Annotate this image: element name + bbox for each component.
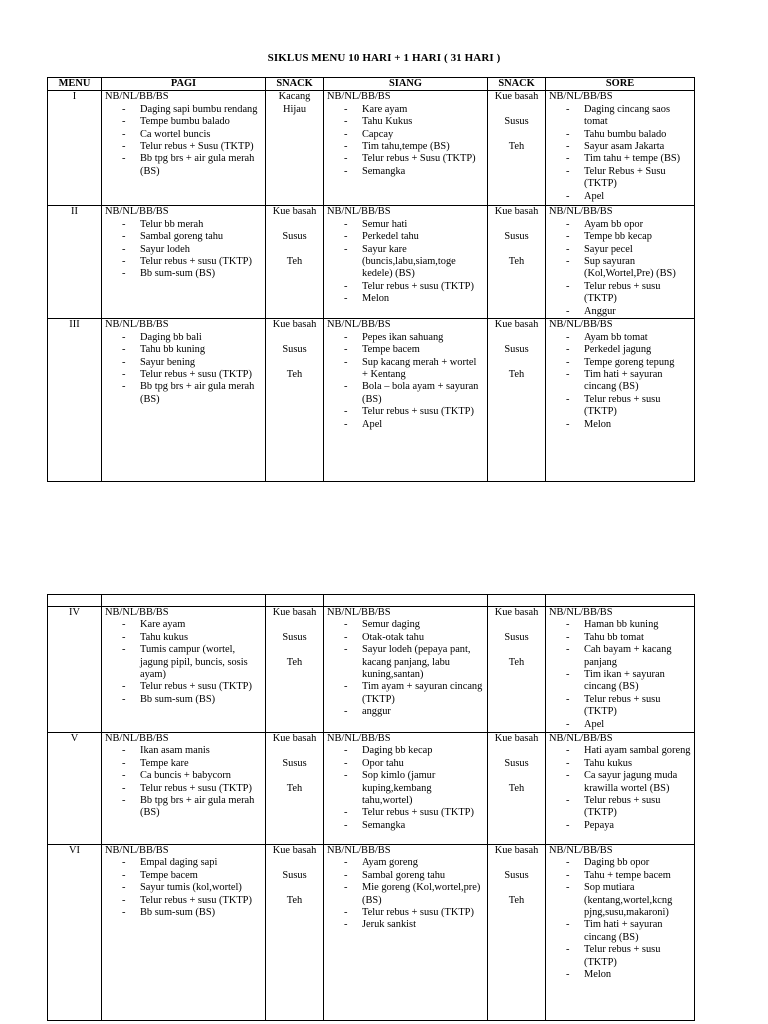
menu-table-2 [47, 594, 695, 1021]
snack-item: Kue basah [272, 319, 317, 331]
list-item: - Pepes ikan sahuang [327, 332, 484, 344]
diet-code: NB/NL/BB/BS [549, 607, 613, 618]
snack-item: Teh [508, 256, 525, 267]
snack-item: Teh [508, 369, 525, 380]
list-item: - Capcay [327, 129, 484, 141]
list-item: - Semur daging [327, 619, 484, 631]
list-item: - Bb tpg brs + air gula merah (BS) [105, 795, 262, 820]
list-item: - Mie goreng (Kol,wortel,pre) (BS) [327, 882, 484, 907]
pagi-list [105, 332, 262, 406]
snack-item: Kue basah [272, 607, 317, 618]
list-item: - Daging cincang saos tomat [549, 104, 691, 129]
list-item: - Tim tahu,tempe (BS) [327, 141, 484, 153]
list-item: - Telur rebus + susu (TKTP) [327, 907, 484, 919]
snack-afternoon-cell [488, 319, 546, 482]
list-item: - Tim tahu + tempe (BS) [549, 153, 691, 165]
snack-afternoon-cell [488, 607, 546, 733]
pagi-cell [102, 206, 266, 319]
table-row [48, 91, 695, 206]
sore-list [549, 619, 691, 731]
list-item: - Sop mutiara (kentang,wortel,kcng pjng,susu,makaroni) [549, 882, 691, 919]
siang-cell [324, 319, 488, 482]
list-item: - Sayur lodeh [105, 244, 262, 256]
list-item: - Telur rebus + Susu (TKTP) [105, 141, 262, 153]
list-item: - Tempe bacem [327, 344, 484, 356]
list-item: - Telur rebus + susu (TKTP) [105, 783, 262, 795]
list-item: - Kare ayam [105, 619, 262, 631]
list-item: - Jeruk sankist [327, 919, 484, 931]
header-row [48, 78, 695, 91]
diet-code: NB/NL/BB/BS [327, 206, 391, 218]
list-item: - Tahu bumbu balado [549, 129, 691, 141]
day-number: IV [48, 607, 102, 733]
siang-list [327, 332, 484, 431]
diet-code: NB/NL/BB/BS [327, 319, 391, 331]
list-item: - Opor tahu [327, 758, 484, 770]
list-item: - Sup sayuran (Kol,Wortel,Pre) (BS) [549, 256, 691, 281]
table-row [48, 206, 695, 319]
sore-cell [546, 607, 695, 733]
snack-item: Kue basah [494, 845, 539, 856]
list-item: - Perkedel tahu [327, 231, 484, 243]
list-item: - Telur rebus + susu (TKTP) [105, 256, 262, 268]
pagi-cell [102, 845, 266, 1021]
list-item: - Telur rebus + susu (TKTP) [105, 369, 262, 381]
sore-list [549, 745, 691, 832]
snack-afternoon-cell [488, 845, 546, 1021]
list-item: - Ikan asam manis [105, 745, 262, 757]
snack-item: Teh [508, 141, 525, 152]
snack-item: Kue basah [272, 206, 317, 218]
header-snack-afternoon: SNACK [488, 78, 546, 91]
diet-code: NB/NL/BB/BS [105, 319, 169, 331]
table-row [48, 607, 695, 733]
day-number: II [48, 206, 102, 319]
list-item: - Daging bb opor [549, 857, 691, 869]
list-item: - Tim hati + sayuran cincang (BS) [549, 369, 691, 394]
snack-item: Susus [282, 344, 307, 356]
sore-cell [546, 206, 695, 319]
list-item: - Apel [327, 419, 484, 431]
snack-item: Teh [286, 656, 303, 668]
siang-list [327, 619, 484, 718]
list-item: - Pepaya [549, 820, 691, 832]
list-item: - Bb sum-sum (BS) [105, 694, 262, 706]
list-item: - Sambal goreng tahu [105, 231, 262, 243]
list-item: - Tim hati + sayuran cincang (BS) [549, 919, 691, 944]
siang-list [327, 219, 484, 306]
list-item: - Apel [549, 191, 691, 203]
snack-item: Teh [286, 782, 303, 794]
list-item: - Sayur pecel [549, 244, 691, 256]
header-sore: SORE [546, 78, 695, 91]
list-item: - Anggur [549, 306, 691, 318]
list-item: - Telur rebus + susu (TKTP) [549, 795, 691, 820]
list-item: - Bb sum-sum (BS) [105, 268, 262, 280]
day-number: VI [48, 845, 102, 1021]
list-item: - Kare ayam [327, 104, 484, 116]
snack-item: Susus [282, 757, 307, 769]
snack-morning-cell [266, 319, 324, 482]
diet-code: NB/NL/BB/BS [549, 206, 613, 218]
list-item: - Sop kimlo (jamur kuping,kembang tahu,wortel) [327, 770, 484, 807]
snack-morning-cell [266, 733, 324, 845]
list-item: - Tempe bacem [105, 870, 262, 882]
list-item: - Sambal goreng tahu [327, 870, 484, 882]
list-item: - Sayur kare (buncis,labu,siam,toge kedele) (BS) [327, 244, 484, 281]
list-item: - Tim ayam + sayuran cincang (TKTP) [327, 681, 484, 706]
sore-cell [546, 319, 695, 482]
list-item: - Melon [327, 293, 484, 305]
list-item: - Telur rebus + susu (TKTP) [549, 281, 691, 306]
menu-table-1 [47, 77, 695, 482]
header-snack-morning: SNACK [266, 78, 324, 91]
list-item: - Semangka [327, 166, 484, 178]
list-item: - Tempe bumbu balado [105, 116, 262, 128]
snack-item: Kue basah [494, 733, 539, 744]
table-row [48, 733, 695, 845]
diet-code: NB/NL/BB/BS [105, 91, 169, 103]
snack-item: Kacang Hijau [278, 91, 311, 115]
diet-code: NB/NL/BB/BS [549, 733, 613, 744]
snack-item: Kue basah [494, 319, 539, 331]
sore-list [549, 857, 691, 981]
list-item: - Apel [549, 719, 691, 731]
list-item: - Daging sapi bumbu rendang [105, 104, 262, 116]
list-item: - Telur rebus + susu (TKTP) [549, 394, 691, 419]
snack-item: Susus [504, 757, 529, 769]
list-item: - anggur [327, 706, 484, 718]
diet-code: NB/NL/BB/BS [327, 607, 391, 618]
list-item: - Otak-otak tahu [327, 632, 484, 644]
diet-code: NB/NL/BB/BS [105, 206, 169, 218]
snack-morning-cell [266, 206, 324, 319]
blank-header-row [48, 595, 695, 607]
list-item: - Telur rebus + susu (TKTP) [327, 406, 484, 418]
list-item: - Tahu kukus [105, 632, 262, 644]
sore-list [549, 104, 691, 203]
list-item: - Telur Rebus + Susu (TKTP) [549, 166, 691, 191]
diet-code: NB/NL/BB/BS [549, 319, 613, 331]
snack-item: Susus [282, 231, 307, 243]
snack-morning-cell [266, 607, 324, 733]
header-menu: MENU [48, 78, 102, 91]
sore-list [549, 332, 691, 431]
list-item: - Ayam bb opor [549, 219, 691, 231]
snack-item: Teh [508, 782, 525, 794]
list-item: - Sup kacang merah + wortel + Kentang [327, 357, 484, 382]
pagi-list [105, 745, 262, 819]
list-item: - Telur rebus + susu (TKTP) [105, 681, 262, 693]
list-item: - Sayur tumis (kol,wortel) [105, 882, 262, 894]
list-item: - Bola – bola ayam + sayuran (BS) [327, 381, 484, 406]
list-item: - Telur rebus + susu (TKTP) [327, 281, 484, 293]
list-item: - Sayur lodeh (pepaya pant, kacang panjang, labu kuning,santan) [327, 644, 484, 681]
list-item: - Tempe bb kecap [549, 231, 691, 243]
snack-item: Susus [282, 869, 307, 881]
table-row [48, 319, 695, 482]
list-item: - Telur rebus + susu (TKTP) [105, 895, 262, 907]
sore-cell [546, 733, 695, 845]
list-item: - Perkedel jagung [549, 344, 691, 356]
snack-morning-cell [266, 91, 324, 206]
day-number: V [48, 733, 102, 845]
list-item: - Tahu bb kuning [105, 344, 262, 356]
pagi-list [105, 619, 262, 706]
day-number: III [48, 319, 102, 482]
pagi-list [105, 857, 262, 919]
siang-cell [324, 845, 488, 1021]
diet-code: NB/NL/BB/BS [105, 733, 169, 744]
pagi-cell [102, 319, 266, 482]
list-item: - Ca sayur jagung muda krawilla wortel (BS) [549, 770, 691, 795]
snack-afternoon-cell [488, 206, 546, 319]
diet-code: NB/NL/BB/BS [549, 845, 613, 856]
list-item: - Tahu bb tomat [549, 632, 691, 644]
pagi-list [105, 219, 262, 281]
list-item: - Sayur asam Jakarta [549, 141, 691, 153]
snack-item: Susus [504, 344, 529, 356]
siang-list [327, 745, 484, 832]
list-item: - Telur rebus + Susu (TKTP) [327, 153, 484, 165]
snack-item: Kue basah [272, 733, 317, 744]
list-item: - Ayam bb tomat [549, 332, 691, 344]
snack-item: Susus [504, 869, 529, 881]
diet-code: NB/NL/BB/BS [327, 733, 391, 744]
list-item: - Ca wortel buncis [105, 129, 262, 141]
snack-item: Susus [282, 631, 307, 643]
siang-list [327, 857, 484, 931]
list-item: - Bb tpg brs + air gula merah (BS) [105, 153, 262, 178]
snack-item: Susus [504, 231, 529, 243]
snack-item: Teh [508, 656, 525, 668]
list-item: - Telur rebus + susu (TKTP) [549, 944, 691, 969]
snack-item: Kue basah [272, 845, 317, 856]
snack-afternoon-cell [488, 733, 546, 845]
day-number: I [48, 91, 102, 206]
list-item: - Bb sum-sum (BS) [105, 907, 262, 919]
list-item: - Bb tpg brs + air gula merah (BS) [105, 381, 262, 406]
siang-cell [324, 91, 488, 206]
snack-item: Teh [508, 894, 525, 906]
diet-code: NB/NL/BB/BS [105, 607, 169, 618]
list-item: - Daging bb bali [105, 332, 262, 344]
list-item: - Hati ayam sambal goreng [549, 745, 691, 757]
snack-item: Teh [286, 894, 303, 906]
list-item: - Telur bb merah [105, 219, 262, 231]
list-item: - Ayam goreng [327, 857, 484, 869]
list-item: - Telur rebus + susu (TKTP) [549, 694, 691, 719]
header-siang: SIANG [324, 78, 488, 91]
snack-morning-cell [266, 845, 324, 1021]
page-title: SIKLUS MENU 10 HARI + 1 HARI ( 31 HARI ) [267, 52, 501, 64]
snack-item: Teh [286, 256, 303, 267]
snack-item: Kue basah [494, 91, 539, 103]
snack-afternoon-cell [488, 91, 546, 206]
list-item: - Tahu Kukus [327, 116, 484, 128]
list-item: - Empal daging sapi [105, 857, 262, 869]
list-item: - Haman bb kuning [549, 619, 691, 631]
siang-cell [324, 607, 488, 733]
snack-item: Susus [504, 116, 529, 128]
snack-item: Susus [504, 631, 529, 643]
pagi-cell [102, 607, 266, 733]
diet-code: NB/NL/BB/BS [327, 845, 391, 856]
diet-code: NB/NL/BB/BS [327, 91, 391, 103]
list-item: - Tumis campur (wortel, jagung pipil, buncis, sosis ayam) [105, 644, 262, 681]
list-item: - Tempe goreng tepung [549, 357, 691, 369]
siang-cell [324, 206, 488, 319]
list-item: - Semur hati [327, 219, 484, 231]
list-item: - Semangka [327, 820, 484, 832]
sore-list [549, 219, 691, 318]
diet-code: NB/NL/BB/BS [549, 91, 613, 103]
list-item: - Tahu + tempe bacem [549, 870, 691, 882]
list-item: - Ca buncis + babycorn [105, 770, 262, 782]
sore-cell [546, 91, 695, 206]
snack-item: Kue basah [494, 206, 539, 218]
snack-item: Teh [286, 369, 303, 380]
table-row [48, 845, 695, 1021]
sore-cell [546, 845, 695, 1021]
diet-code: NB/NL/BB/BS [105, 845, 169, 856]
list-item: - Melon [549, 419, 691, 431]
siang-cell [324, 733, 488, 845]
snack-item: Kue basah [494, 607, 539, 618]
list-item: - Tempe kare [105, 758, 262, 770]
siang-list [327, 104, 484, 178]
list-item: - Sayur bening [105, 357, 262, 369]
list-item: - Telur rebus + susu (TKTP) [327, 807, 484, 819]
header-pagi: PAGI [102, 78, 266, 91]
list-item: - Tim ikan + sayuran cincang (BS) [549, 669, 691, 694]
pagi-cell [102, 91, 266, 206]
list-item: - Tahu kukus [549, 758, 691, 770]
list-item: - Melon [549, 969, 691, 981]
pagi-cell [102, 733, 266, 845]
list-item: - Cah bayam + kacang panjang [549, 644, 691, 669]
pagi-list [105, 104, 262, 178]
list-item: - Daging bb kecap [327, 745, 484, 757]
